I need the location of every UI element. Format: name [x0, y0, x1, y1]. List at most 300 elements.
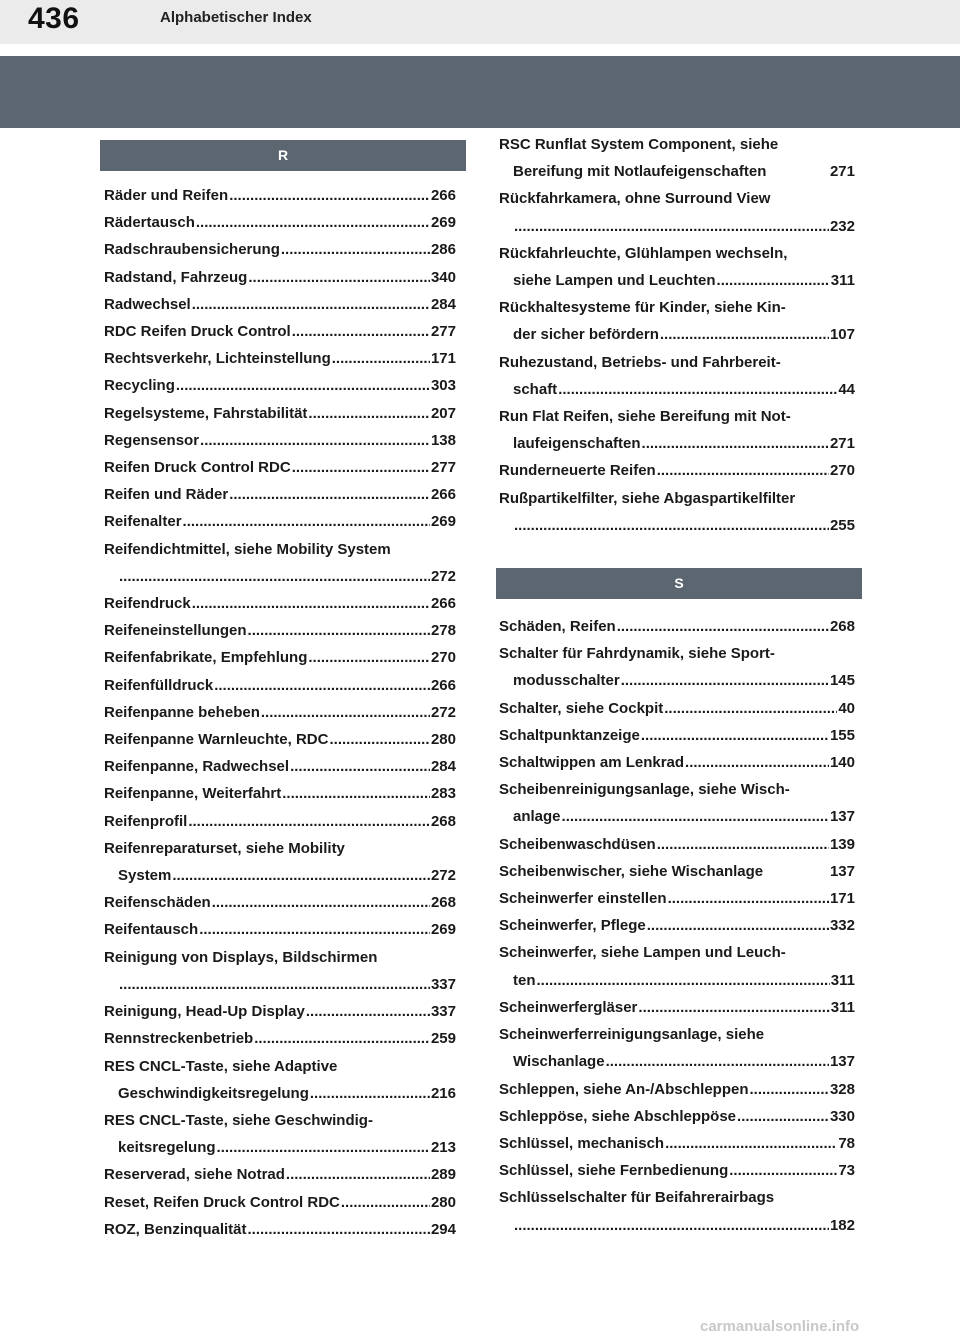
entry-text: ten: [513, 971, 536, 989]
index-entry-line: [104, 672, 456, 699]
leader-dots: [196, 209, 430, 236]
page-reference: 332: [829, 917, 855, 935]
entry-text: Rückfahrkamera, ohne Surround View: [499, 190, 771, 208]
page-reference: 137: [829, 862, 855, 880]
leader-dots: [254, 1025, 430, 1052]
page-reference: 171: [430, 350, 456, 368]
leader-dots: [119, 971, 430, 998]
page-reference: 269: [430, 513, 456, 531]
index-entry-line: [104, 264, 456, 291]
index-entry: [104, 264, 456, 291]
section-header-r: R: [100, 140, 466, 171]
leader-dots: [729, 1157, 837, 1184]
entry-text: Schleppen, siehe An-/Abschleppen: [499, 1080, 749, 1098]
index-entry-line: [104, 1107, 456, 1134]
index-entry: [499, 294, 855, 348]
leader-dots: [562, 803, 829, 830]
index-entry-line: [104, 1189, 456, 1216]
index-entry-line: [499, 667, 855, 694]
entry-text: RES CNCL-Taste, siehe Adaptive: [104, 1057, 338, 1075]
leader-dots: [248, 617, 430, 644]
leader-dots: [192, 590, 430, 617]
leader-dots: [292, 454, 430, 481]
page-reference: 232: [829, 217, 855, 235]
page-reference: 330: [829, 1107, 855, 1125]
index-entry: [499, 1021, 855, 1075]
index-entry-line: [104, 182, 456, 209]
entry-text: anlage: [513, 808, 561, 826]
leader-dots: [292, 318, 430, 345]
page-reference: 171: [829, 890, 855, 908]
index-entry: [104, 427, 456, 454]
index-entry-line: [499, 376, 855, 403]
index-entry-line: [499, 131, 855, 158]
index-entry: [499, 776, 855, 830]
index-entry: [499, 640, 855, 694]
index-entry-line: [499, 240, 855, 267]
index-entry: [499, 722, 855, 749]
page-reference: 289: [430, 1166, 456, 1184]
entry-text: Scheinwerferreinigungsanlage, siehe: [499, 1026, 765, 1044]
leader-dots: [657, 831, 829, 858]
leader-dots: [642, 430, 829, 457]
index-entry-line: [499, 321, 855, 348]
index-entry: [104, 372, 456, 399]
page-reference: 266: [430, 595, 456, 613]
entry-text: RSC Runflat System Component, siehe: [499, 136, 779, 153]
leader-dots: [660, 321, 829, 348]
index-entry-line: [499, 994, 855, 1021]
index-entry: [104, 400, 456, 427]
page-reference: 271: [829, 163, 855, 181]
page-reference: 303: [430, 377, 456, 395]
entry-text: Scheinwerfer, siehe Lampen und Leuch-: [499, 944, 786, 962]
entry-text: Reset, Reifen Druck Control RDC: [104, 1193, 340, 1211]
entry-text: Reifeneinstellungen: [104, 622, 247, 640]
page-reference: 213: [430, 1139, 456, 1157]
index-entry-line: [104, 427, 456, 454]
index-entry: [104, 1161, 456, 1188]
leader-dots: [286, 1161, 430, 1188]
index-entry-line: [499, 912, 855, 939]
page-reference: 280: [430, 1193, 456, 1211]
page-reference: 78: [838, 1134, 855, 1152]
watermark: carmanualsonline.info: [700, 1318, 860, 1335]
entry-text: Reifenfülldruck: [104, 676, 214, 694]
index-entry: [104, 617, 456, 644]
index-entry: [499, 831, 855, 858]
index-entry-line: [499, 1048, 855, 1075]
index-entry-line: [104, 1216, 456, 1243]
leader-dots: [310, 1080, 430, 1107]
page-reference: 182: [829, 1216, 855, 1234]
entry-text: Reifenpanne Warnleuchte, RDC: [104, 731, 329, 749]
page-reference: 272: [430, 703, 456, 721]
entry-text: Ruhezustand, Betriebs- und Fahrbereit-: [499, 353, 781, 371]
index-entry: [499, 695, 855, 722]
entry-text: schaft: [513, 380, 558, 398]
index-entry: [499, 1103, 855, 1130]
index-entry-line: [499, 457, 855, 484]
page-reference: 139: [829, 835, 855, 853]
index-entry: [104, 1216, 456, 1243]
entry-text: Schaltwippen am Lenkrad: [499, 754, 685, 772]
index-entry: [104, 808, 456, 835]
index-entry: [499, 613, 855, 640]
index-entry-line: [499, 640, 855, 667]
index-entry: [499, 185, 855, 239]
page-reference: 268: [430, 894, 456, 912]
index-entry-line: [104, 590, 456, 617]
index-entry-line: [104, 753, 456, 780]
page-reference: 138: [430, 431, 456, 449]
entry-text: modusschalter: [513, 672, 620, 690]
leader-dots: [306, 998, 430, 1025]
entry-text: Schalter, siehe Cockpit: [499, 699, 664, 717]
index-entry-line: [104, 889, 456, 916]
index-entry-line: [499, 885, 855, 912]
index-entry-line: [104, 1161, 456, 1188]
leader-dots: [332, 345, 430, 372]
entry-text: Reifendruck: [104, 595, 191, 613]
entry-text: Reifendichtmittel, siehe Mobility System: [104, 540, 391, 558]
entry-text: Radstand, Fahrzeug: [104, 268, 248, 286]
index-entry-line: [104, 644, 456, 671]
entry-text: Rennstreckenbetrieb: [104, 1030, 254, 1048]
header-bar: [0, 0, 960, 44]
leader-dots: [229, 182, 430, 209]
index-entry-line: [104, 563, 456, 590]
entry-text: Radwechsel: [104, 295, 191, 313]
page-reference: 311: [830, 971, 855, 989]
leader-dots: [685, 749, 829, 776]
leader-dots: [717, 267, 830, 294]
entry-text: Rückfahrleuchte, Glühlampen wechseln,: [499, 244, 788, 262]
entry-text: Reifenpanne beheben: [104, 703, 260, 721]
entry-text: System: [118, 867, 172, 885]
page-reference: 269: [430, 214, 456, 232]
index-entry-line: [104, 454, 456, 481]
page-reference: 271: [829, 435, 855, 453]
leader-dots: [214, 672, 430, 699]
index-entry-line: [104, 1025, 456, 1052]
index-entry: [104, 536, 456, 590]
page-reference: 137: [829, 808, 855, 826]
index-list-s: [499, 613, 855, 1239]
index-entry: [499, 858, 855, 885]
page-reference: 337: [430, 975, 456, 993]
index-entry-line: [499, 403, 855, 430]
entry-text: Scheibenwaschdüsen: [499, 835, 656, 853]
index-entry: [499, 1184, 855, 1238]
page-reference: 277: [430, 459, 456, 477]
page-reference: 137: [829, 1053, 855, 1071]
entry-text: Rechtsverkehr, Lichteinstellung: [104, 350, 331, 368]
page-reference: 268: [430, 812, 456, 830]
index-entry-line: [499, 1212, 855, 1239]
index-entry: [499, 1130, 855, 1157]
index-entry: [499, 131, 855, 185]
entry-text: Schlüssel, siehe Fernbedienung: [499, 1162, 729, 1180]
index-entry-line: [499, 749, 855, 776]
index-entry-line: [499, 1184, 855, 1211]
page-reference: 155: [829, 726, 855, 744]
index-entry-line: [104, 400, 456, 427]
leader-dots: [261, 699, 430, 726]
leader-dots: [341, 1189, 430, 1216]
index-entry-line: [104, 508, 456, 535]
index-entry-line: [499, 294, 855, 321]
leader-dots: [229, 481, 430, 508]
leader-dots: [308, 644, 430, 671]
index-entry: [499, 939, 855, 993]
entry-text: Scheinwerfergläser: [499, 998, 638, 1016]
entry-text: Scheibenreinigungsanlage, siehe Wisch-: [499, 781, 790, 799]
index-entry-line: [104, 998, 456, 1025]
entry-text: Rädertausch: [104, 214, 195, 232]
index-entry-line: [104, 944, 456, 971]
entry-text: Reifen Druck Control RDC: [104, 459, 291, 477]
index-entry: [104, 1025, 456, 1052]
entry-text: Räder und Reifen: [104, 187, 229, 204]
entry-text: Rückhaltesysteme für Kinder, siehe Kin-: [499, 299, 786, 317]
page-reference: 268: [829, 618, 855, 636]
entry-text: der sicher befördern: [513, 326, 659, 344]
page-reference: 207: [430, 404, 456, 422]
page-reference: 270: [430, 649, 456, 667]
header-band: [0, 56, 960, 128]
index-entry-line: [499, 1076, 855, 1103]
index-entry: [104, 590, 456, 617]
entry-text: Reinigung, Head-Up Display: [104, 1003, 305, 1021]
leader-dots: [290, 753, 430, 780]
entry-text: Reifenpanne, Radwechsel: [104, 758, 290, 776]
index-entry: [104, 644, 456, 671]
page-reference: 286: [430, 241, 456, 259]
leader-dots: [621, 667, 829, 694]
index-entry: [499, 457, 855, 484]
leader-dots: [308, 400, 430, 427]
leader-dots: [212, 889, 430, 916]
entry-text: Bereifung mit Notlaufeigenschaften: [513, 163, 767, 181]
entry-text: Reifenalter: [104, 513, 182, 531]
index-entry-line: [499, 858, 855, 885]
index-entry-line: [499, 213, 855, 240]
leader-dots: [657, 457, 829, 484]
index-entry: [104, 889, 456, 916]
entry-text: siehe Lampen und Leuchten: [513, 272, 716, 290]
index-entry-line: [499, 939, 855, 966]
leader-dots: [737, 1103, 829, 1130]
leader-dots: [248, 1216, 430, 1243]
leader-dots: [514, 1212, 829, 1239]
leader-dots: [172, 862, 430, 889]
index-entry-line: [499, 430, 855, 457]
leader-dots: [537, 967, 830, 994]
index-entry: [104, 236, 456, 263]
index-entry: [104, 780, 456, 807]
page-reference: 270: [829, 462, 855, 480]
index-entry: [499, 749, 855, 776]
index-entry-line: [499, 267, 855, 294]
index-entry: [499, 912, 855, 939]
index-entry: [104, 1053, 456, 1107]
index-entry-line: [499, 1157, 855, 1184]
index-entry-line: [499, 831, 855, 858]
leader-dots: [329, 726, 429, 753]
index-entry: [104, 182, 456, 209]
page-reference: 280: [430, 731, 456, 749]
index-entry-line: [104, 780, 456, 807]
page-reference: 145: [829, 672, 855, 690]
page-reference: 284: [430, 758, 456, 776]
index-entry-line: [104, 1053, 456, 1080]
entry-text: Reinigung von Displays, Bildschirmen: [104, 948, 378, 966]
page-reference: 259: [430, 1030, 456, 1048]
page-reference: 337: [430, 1003, 456, 1021]
index-entry-line: [499, 776, 855, 803]
entry-text: RDC Reifen Druck Control: [104, 323, 291, 341]
leader-dots: [281, 236, 430, 263]
entry-text: Schleppöse, siehe Abschleppöse: [499, 1107, 737, 1125]
page-reference: 140: [829, 754, 855, 772]
index-entry-line: [499, 967, 855, 994]
leader-dots: [119, 563, 430, 590]
index-entry: [104, 998, 456, 1025]
index-entry-line: [104, 536, 456, 563]
entry-text: Scheibenwischer, siehe Wischanlage: [499, 862, 764, 880]
leader-dots: [617, 613, 829, 640]
index-entry-line: [104, 617, 456, 644]
entry-text: RES CNCL-Taste, siehe Geschwindig-: [104, 1111, 373, 1129]
index-entry-line: [499, 695, 855, 722]
index-list-r-right: [499, 131, 855, 539]
leader-dots: [641, 722, 829, 749]
page-reference: 255: [829, 516, 855, 534]
page-reference: 277: [430, 323, 456, 341]
index-entry: [104, 699, 456, 726]
index-entry-line: [499, 485, 855, 512]
leader-dots: [183, 508, 430, 535]
index-entry-line: [499, 512, 855, 539]
index-entry-line: [104, 209, 456, 236]
entry-text: Schäden, Reifen: [499, 618, 616, 636]
index-entry-line: [499, 185, 855, 212]
index-entry: [104, 726, 456, 753]
leader-dots: [606, 1048, 829, 1075]
entry-text: Runderneuerte Reifen: [499, 462, 656, 480]
entry-text: Recycling: [104, 377, 175, 395]
index-entry: [499, 1076, 855, 1103]
page-reference: 266: [430, 187, 456, 204]
leader-dots: [199, 916, 430, 943]
index-entry-line: [499, 722, 855, 749]
index-entry-line: [104, 808, 456, 835]
index-entry-line: [104, 1134, 456, 1161]
entry-text: Schlüssel, mechanisch: [499, 1134, 665, 1152]
index-entry: [104, 944, 456, 998]
leader-dots: [248, 264, 430, 291]
index-entry-line: [104, 236, 456, 263]
index-entry: [499, 349, 855, 403]
index-entry-line: [104, 372, 456, 399]
page-number: 436: [28, 2, 80, 35]
page-reference: 278: [430, 622, 456, 640]
index-entry: [499, 403, 855, 457]
index-entry-line: [104, 726, 456, 753]
index-entry-line: [104, 318, 456, 345]
index-entry-line: [499, 1021, 855, 1048]
leader-dots: [188, 808, 430, 835]
entry-text: Reifenprofil: [104, 812, 188, 830]
entry-text: Reifenreparaturset, siehe Mobility: [104, 839, 345, 857]
entry-text: Schalter für Fahrdynamik, siehe Sport-: [499, 645, 775, 663]
entry-text: laufeigenschaften: [513, 435, 641, 453]
page-reference: 107: [829, 326, 855, 344]
page-reference: 284: [430, 295, 456, 313]
page-reference: 73: [838, 1162, 855, 1180]
index-entry: [104, 345, 456, 372]
index-entry: [104, 508, 456, 535]
page-reference: 340: [430, 268, 456, 286]
index-entry: [104, 454, 456, 481]
index-entry-line: [104, 699, 456, 726]
index-entry: [499, 994, 855, 1021]
leader-dots: [638, 994, 829, 1021]
page-reference: 311: [830, 272, 855, 290]
section-header-s: S: [496, 568, 862, 599]
entry-text: Wischanlage: [513, 1053, 605, 1071]
entry-text: Schaltpunktanzeige: [499, 726, 640, 744]
leader-dots: [217, 1134, 430, 1161]
index-entry-line: [499, 1130, 855, 1157]
page-reference: 294: [430, 1220, 456, 1238]
page-reference: 266: [430, 486, 456, 504]
page-reference: 272: [430, 867, 456, 885]
page-reference: 328: [829, 1080, 855, 1098]
index-entry: [499, 485, 855, 539]
index-entry-line: [499, 349, 855, 376]
entry-text: Scheinwerfer, Pflege: [499, 917, 646, 935]
index-list-r-left: [104, 182, 456, 1243]
index-entry-line: [499, 1103, 855, 1130]
entry-text: Rußpartikelfilter, siehe Abgaspartikelfilter: [499, 489, 796, 507]
index-entry-line: [104, 1080, 456, 1107]
index-entry-line: [104, 835, 456, 862]
index-entry: [499, 1157, 855, 1184]
entry-text: keitsregelung: [118, 1139, 216, 1157]
index-entry: [104, 753, 456, 780]
index-entry-line: [104, 291, 456, 318]
leader-dots: [664, 695, 837, 722]
page-reference: 311: [830, 998, 855, 1016]
leader-dots: [192, 291, 430, 318]
index-entry: [104, 1189, 456, 1216]
entry-text: Reifenschäden: [104, 894, 211, 912]
index-column-left: [104, 140, 456, 1243]
leader-dots: [282, 780, 430, 807]
leader-dots: [514, 512, 829, 539]
index-entry: [104, 318, 456, 345]
page-reference: 269: [430, 921, 456, 939]
entry-text: Regelsysteme, Fahrstabilität: [104, 404, 308, 422]
entry-text: Reifen und Räder: [104, 486, 229, 504]
index-entry-line: [104, 916, 456, 943]
index-column-right: [499, 131, 855, 1239]
index-entry: [104, 672, 456, 699]
leader-dots: [750, 1076, 829, 1103]
index-entry-line: [104, 345, 456, 372]
